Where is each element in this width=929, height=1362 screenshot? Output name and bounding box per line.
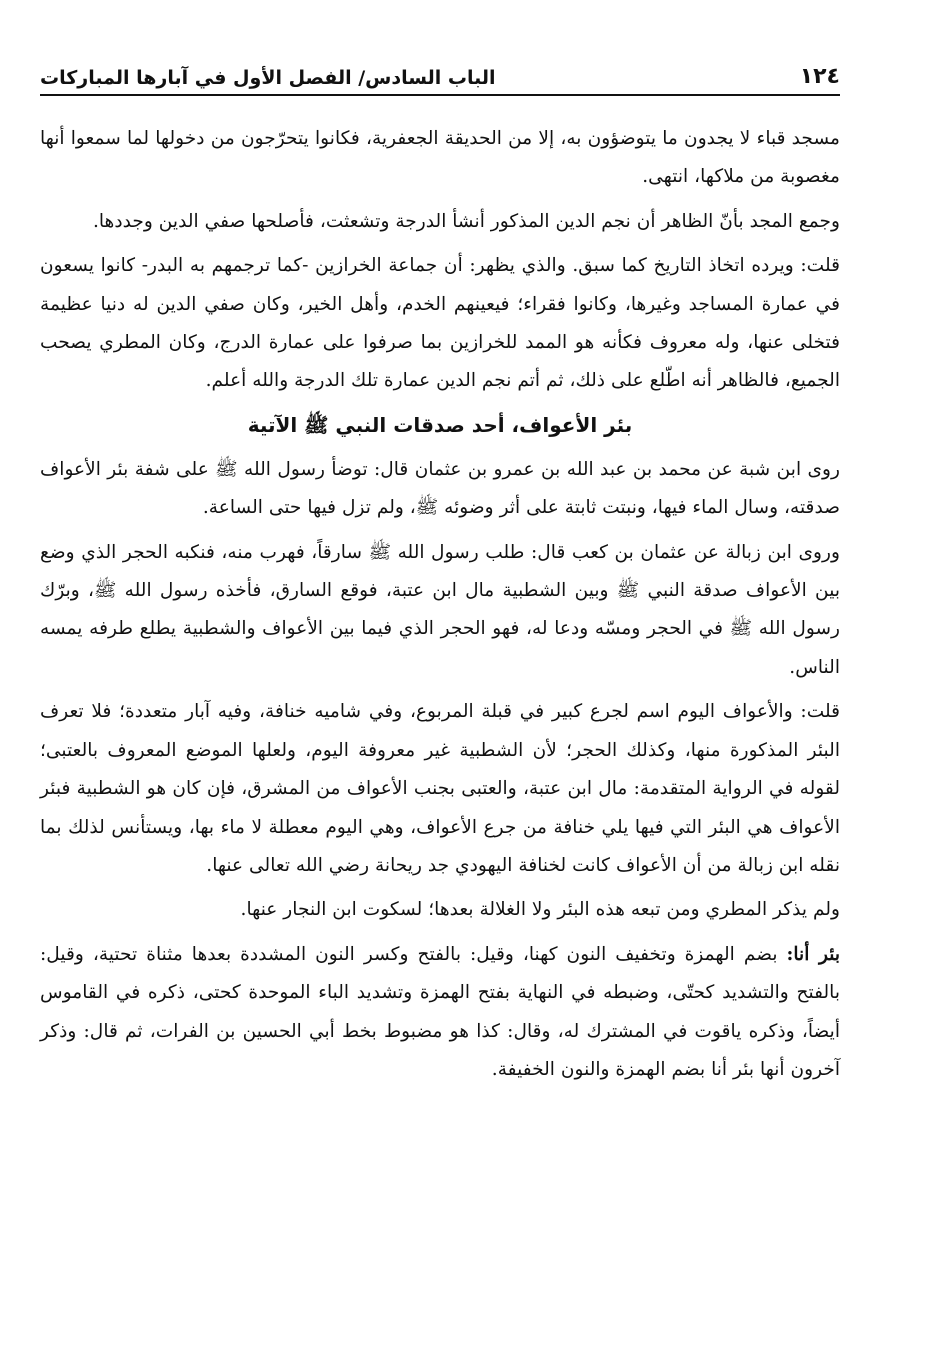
paragraph: مسجد قباء لا يجدون ما يتوضؤون به، إلا من الحديقة الجعفرية، فكانوا يتحرّجون من دخولها لما سمعوا أنها مغصوبة من ملاكها، انتهى. bbox=[40, 128, 840, 188]
chapter-title: الباب السادس/ الفصل الأول في آبارها المباركات bbox=[40, 67, 496, 90]
paragraph: وجمع المجد بأنّ الظاهر أن نجم الدين المذكور أنشأ الدرجة وتشعثت، فأصلحها صفي الدين وجددها. bbox=[92, 210, 840, 232]
entry-lead-word: بئر أنا: bbox=[786, 943, 840, 965]
paragraph: قلت: ويرده اتخاذ التاريخ كما سبق. والذي يظهر: أن جماعة الخرازين -كما ترجمهم به البدر- كانوا يسعون في عمارة المساجد وغيرها، وكانوا فقراء؛ فيعينهم الخدم، وأهل الخير، وكان صفي الدين له دنيا عظيمة فتخلى عنها، وله معروف فكأنه هو الممد للخرازين بما صرفوا على عمارة الدرج، وكان المطري يصحب الجميع، فالظاهر أنه اطّلع على ذلك، ثم أتم نجم الدين عمارة تلك الدرجة والله أعلم. bbox=[40, 255, 840, 392]
paragraph: قلت: والأعواف اليوم اسم لجرع كبير في قبلة المربوع، وفي شاميه خنافة، وفيه آبار متعددة؛ فلا تعرف البئر المذكورة منها، وكذلك الحجر؛ لأن الشطبية غير معروفة اليوم، ولعلها الموضع المعروف بالعتبى؛ لقوله في الرواية المتقدمة: مال ابن عتبة، والعتبى بجنب الأعواف من المشرق، فإن كان هو الشطبية فبئر الأعواف هي البئر التي فيها يلي خنافة من جرع الأعواف، وهي اليوم معطلة لا ماء بها، ويستأنس لذلك بما نقله ابن زبالة من أن الأعواف كانت لخنافة اليهودي جد ريحانة رضي الله تعالى عنها. bbox=[40, 701, 840, 876]
running-header bbox=[40, 50, 840, 96]
paragraph: روى ابن شبة عن محمد بن عبد الله بن عمرو بن عثمان قال: توضأ رسول الله ﷺ على شفة بئر الأعواف صدقته، وسال الماء فيها، ونبتت ثابتة على أثر وضوئه ﷺ، ولم تزل فيها حتى الساعة. bbox=[40, 458, 840, 519]
paragraph bbox=[40, 936, 840, 1090]
section-heading: بئر الأعواف، أحد صدقات النبي ﷺ الآتية bbox=[247, 412, 633, 437]
paragraph: وروى ابن زبالة عن عثمان بن كعب قال: طلب رسول الله ﷺ سارقاً، فهرب منه، فنكبه الحجر الذي وضع بين الأعواف صدقة النبي ﷺ وبين الشطبية مال ابن عتبة، فوقع السارق، فأخذه رسول الله ﷺ، وبرّك رسول الله ﷺ في الحجر ومسّه ودعا له، فهو الحجر الذي فيما بين الأعواف والشطبية يطلع طرفه يمسه الناس. bbox=[40, 541, 840, 678]
page-number: ١٢٤ bbox=[799, 63, 840, 89]
paragraph: ولم يذكر المطري ومن تبعه هذه البئر ولا الغلالة بعدها؛ لسكوت ابن النجار عنها. bbox=[240, 899, 840, 921]
book-page bbox=[40, 50, 840, 1095]
page-body bbox=[40, 96, 840, 1089]
entry-text: بضم الهمزة وتخفيف النون كهنا، وقيل: بالفتح وكسر النون المشددة بعدها مثناة تحتية، وقيل: بالفتح والتشديد كحتّى، وضبطه في النهاية بفتح الهمزة وتشديد الباء الموحدة كحتى، ذكره في القاموس أيضاً، وذكره ياقوت في المشترك له، وقال: كذا هو مضبوط بخط أبي الحسين بن الفرات، ثم قال: وذكر آخرون أنها بئر أنا بضم الهمزة والنون الخفيفة. bbox=[40, 943, 840, 1080]
